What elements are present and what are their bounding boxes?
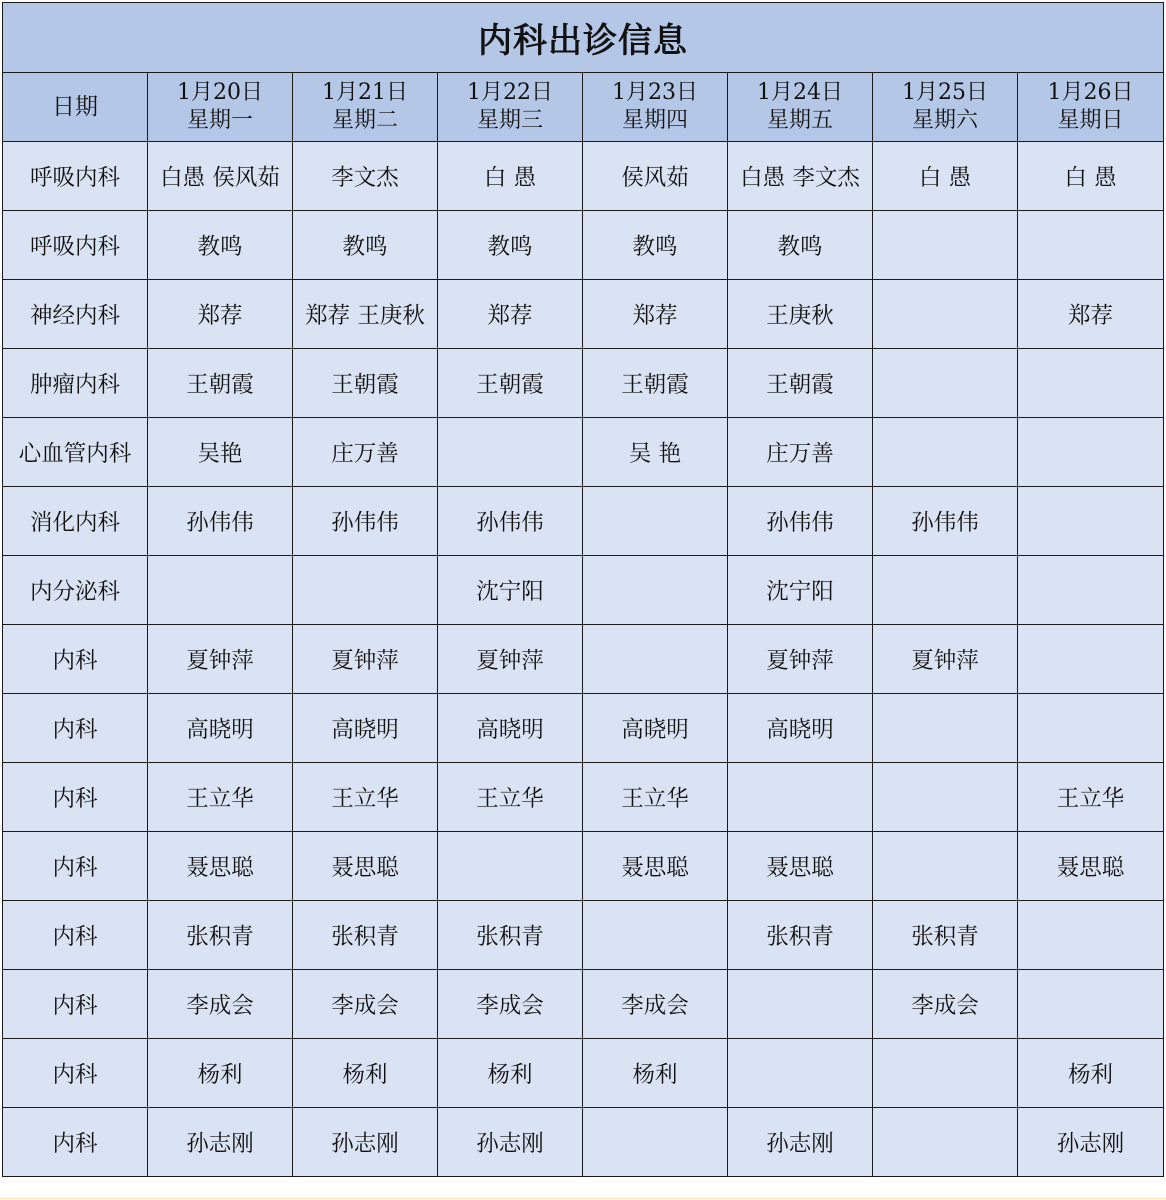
doctor-cell: 郑荐 bbox=[1018, 280, 1164, 349]
doctor-cell: 王立华 bbox=[148, 763, 293, 832]
day-date: 1月24日 bbox=[757, 80, 843, 105]
doctor-cell: 张积青 bbox=[873, 901, 1018, 970]
department-cell: 内科 bbox=[3, 970, 148, 1039]
doctor-cell: 沈宁阳 bbox=[728, 556, 873, 625]
day-date: 1月22日 bbox=[467, 80, 553, 105]
doctor-cell: 庄万善 bbox=[728, 418, 873, 487]
doctor-cell bbox=[1018, 901, 1164, 970]
doctor-cell bbox=[873, 763, 1018, 832]
day-date: 1月26日 bbox=[1047, 80, 1134, 105]
doctor-cell: 夏钟萍 bbox=[873, 625, 1018, 694]
table-row bbox=[3, 763, 1164, 832]
doctor-cell: 王朝霞 bbox=[293, 349, 438, 418]
doctor-cell: 孙志刚 bbox=[728, 1108, 873, 1177]
day-date: 1月23日 bbox=[612, 80, 698, 105]
doctor-cell bbox=[438, 418, 583, 487]
doctor-cell: 沈宁阳 bbox=[438, 556, 583, 625]
doctor-cell: 王立华 bbox=[438, 763, 583, 832]
doctor-cell: 张积青 bbox=[728, 901, 873, 970]
department-cell: 心血管内科 bbox=[3, 418, 148, 487]
doctor-cell: 王朝霞 bbox=[148, 349, 293, 418]
doctor-cell: 孙志刚 bbox=[438, 1108, 583, 1177]
doctor-cell: 王庚秋 bbox=[728, 280, 873, 349]
doctor-cell: 吴 艳 bbox=[583, 418, 728, 487]
doctor-cell bbox=[583, 901, 728, 970]
doctor-cell: 聂思聪 bbox=[148, 832, 293, 901]
doctor-cell: 夏钟萍 bbox=[438, 625, 583, 694]
doctor-cell bbox=[1018, 211, 1164, 280]
department-cell: 呼吸内科 bbox=[3, 211, 148, 280]
department-cell: 肿瘤内科 bbox=[3, 349, 148, 418]
doctor-cell: 侯风茹 bbox=[583, 142, 728, 211]
doctor-cell: 教鸣 bbox=[148, 211, 293, 280]
header-row bbox=[3, 73, 1164, 142]
doctor-cell: 李成会 bbox=[148, 970, 293, 1039]
doctor-cell bbox=[873, 280, 1018, 349]
doctor-cell: 郑荐 bbox=[438, 280, 583, 349]
doctor-cell: 高晓明 bbox=[148, 694, 293, 763]
doctor-cell: 孙志刚 bbox=[148, 1108, 293, 1177]
doctor-cell: 孙志刚 bbox=[293, 1108, 438, 1177]
doctor-cell bbox=[1018, 487, 1164, 556]
doctor-cell: 李文杰 bbox=[293, 142, 438, 211]
doctor-cell: 吴艳 bbox=[148, 418, 293, 487]
day-weekday: 星期一 bbox=[186, 108, 253, 133]
doctor-cell: 郑荐 王庚秋 bbox=[293, 280, 438, 349]
day-date: 1月25日 bbox=[902, 80, 988, 105]
department-cell: 呼吸内科 bbox=[3, 142, 148, 211]
doctor-cell: 白 愚 bbox=[438, 142, 583, 211]
day-weekday: 星期二 bbox=[331, 108, 398, 133]
day-weekday: 星期日 bbox=[1057, 108, 1124, 133]
doctor-cell: 教鸣 bbox=[728, 211, 873, 280]
table-row bbox=[3, 211, 1164, 280]
doctor-cell: 王朝霞 bbox=[438, 349, 583, 418]
doctor-cell bbox=[1018, 556, 1164, 625]
department-cell: 内科 bbox=[3, 832, 148, 901]
doctor-cell: 张积青 bbox=[148, 901, 293, 970]
doctor-cell bbox=[728, 970, 873, 1039]
doctor-cell bbox=[873, 211, 1018, 280]
table-row bbox=[3, 694, 1164, 763]
day-header bbox=[728, 73, 873, 142]
day-weekday: 星期四 bbox=[621, 108, 688, 133]
table-row bbox=[3, 970, 1164, 1039]
doctor-cell: 白愚 侯风茹 bbox=[148, 142, 293, 211]
doctor-cell bbox=[583, 487, 728, 556]
doctor-cell bbox=[1018, 625, 1164, 694]
table-row bbox=[3, 487, 1164, 556]
doctor-cell: 杨利 bbox=[1018, 1039, 1164, 1108]
department-cell: 内分泌科 bbox=[3, 556, 148, 625]
doctor-cell: 李成会 bbox=[873, 970, 1018, 1039]
doctor-cell: 高晓明 bbox=[583, 694, 728, 763]
doctor-cell: 孙伟伟 bbox=[293, 487, 438, 556]
doctor-cell bbox=[1018, 694, 1164, 763]
doctor-cell: 聂思聪 bbox=[1018, 832, 1164, 901]
page-title: 内科出诊信息 bbox=[3, 3, 1164, 73]
doctor-cell: 杨利 bbox=[148, 1039, 293, 1108]
doctor-cell: 张积青 bbox=[438, 901, 583, 970]
doctor-cell: 王立华 bbox=[583, 763, 728, 832]
doctor-cell: 杨利 bbox=[438, 1039, 583, 1108]
doctor-cell: 庄万善 bbox=[293, 418, 438, 487]
department-cell: 消化内科 bbox=[3, 487, 148, 556]
doctor-cell: 聂思聪 bbox=[728, 832, 873, 901]
doctor-cell bbox=[873, 832, 1018, 901]
doctor-cell: 杨利 bbox=[583, 1039, 728, 1108]
table-row bbox=[3, 832, 1164, 901]
day-date: 1月21日 bbox=[322, 80, 408, 105]
day-header bbox=[293, 73, 438, 142]
doctor-cell: 张积青 bbox=[293, 901, 438, 970]
doctor-cell: 高晓明 bbox=[728, 694, 873, 763]
doctor-cell bbox=[293, 556, 438, 625]
department-cell: 内科 bbox=[3, 763, 148, 832]
table-row bbox=[3, 280, 1164, 349]
doctor-cell: 王朝霞 bbox=[583, 349, 728, 418]
doctor-cell: 李成会 bbox=[438, 970, 583, 1039]
table-row bbox=[3, 142, 1164, 211]
doctor-cell: 夏钟萍 bbox=[728, 625, 873, 694]
department-cell: 神经内科 bbox=[3, 280, 148, 349]
doctor-cell: 郑荐 bbox=[148, 280, 293, 349]
table-row bbox=[3, 349, 1164, 418]
day-header bbox=[438, 73, 583, 142]
doctor-cell: 教鸣 bbox=[583, 211, 728, 280]
doctor-cell: 孙伟伟 bbox=[728, 487, 873, 556]
schedule-table bbox=[2, 2, 1164, 1177]
date-header-label: 日期 bbox=[3, 73, 148, 142]
department-cell: 内科 bbox=[3, 1039, 148, 1108]
doctor-cell bbox=[583, 1108, 728, 1177]
doctor-cell: 王立华 bbox=[293, 763, 438, 832]
doctor-cell bbox=[1018, 349, 1164, 418]
day-weekday: 星期六 bbox=[911, 108, 978, 133]
doctor-cell: 王立华 bbox=[1018, 763, 1164, 832]
doctor-cell: 教鸣 bbox=[438, 211, 583, 280]
table-row bbox=[3, 901, 1164, 970]
doctor-cell: 孙伟伟 bbox=[148, 487, 293, 556]
table-row bbox=[3, 625, 1164, 694]
day-header bbox=[1018, 73, 1164, 142]
doctor-cell bbox=[583, 625, 728, 694]
doctor-cell: 白愚 李文杰 bbox=[728, 142, 873, 211]
table-row bbox=[3, 1039, 1164, 1108]
doctor-cell bbox=[873, 694, 1018, 763]
doctor-cell: 夏钟萍 bbox=[148, 625, 293, 694]
day-weekday: 星期五 bbox=[766, 108, 833, 133]
table-row bbox=[3, 1108, 1164, 1177]
doctor-cell bbox=[728, 1039, 873, 1108]
doctor-cell: 白 愚 bbox=[1018, 142, 1164, 211]
doctor-cell bbox=[728, 763, 873, 832]
doctor-cell bbox=[148, 556, 293, 625]
table-row bbox=[3, 418, 1164, 487]
doctor-cell: 孙伟伟 bbox=[873, 487, 1018, 556]
day-header bbox=[148, 73, 293, 142]
doctor-cell: 聂思聪 bbox=[293, 832, 438, 901]
doctor-cell: 王朝霞 bbox=[728, 349, 873, 418]
doctor-cell: 孙志刚 bbox=[1018, 1108, 1164, 1177]
doctor-cell: 郑荐 bbox=[583, 280, 728, 349]
doctor-cell bbox=[873, 556, 1018, 625]
doctor-cell bbox=[873, 1039, 1018, 1108]
department-cell: 内科 bbox=[3, 1108, 148, 1177]
doctor-cell: 白 愚 bbox=[873, 142, 1018, 211]
doctor-cell bbox=[1018, 970, 1164, 1039]
day-header bbox=[583, 73, 728, 142]
doctor-cell: 杨利 bbox=[293, 1039, 438, 1108]
doctor-cell bbox=[873, 418, 1018, 487]
doctor-cell bbox=[583, 556, 728, 625]
day-date: 1月20日 bbox=[177, 80, 263, 105]
table-row bbox=[3, 556, 1164, 625]
doctor-cell: 高晓明 bbox=[293, 694, 438, 763]
department-cell: 内科 bbox=[3, 625, 148, 694]
doctor-cell bbox=[438, 832, 583, 901]
doctor-cell: 高晓明 bbox=[438, 694, 583, 763]
doctor-cell: 李成会 bbox=[583, 970, 728, 1039]
doctor-cell bbox=[1018, 418, 1164, 487]
doctor-cell: 李成会 bbox=[293, 970, 438, 1039]
department-cell: 内科 bbox=[3, 694, 148, 763]
doctor-cell: 孙伟伟 bbox=[438, 487, 583, 556]
doctor-cell: 聂思聪 bbox=[583, 832, 728, 901]
doctor-cell: 教鸣 bbox=[293, 211, 438, 280]
day-header bbox=[873, 73, 1018, 142]
department-cell: 内科 bbox=[3, 901, 148, 970]
doctor-cell bbox=[873, 349, 1018, 418]
day-weekday: 星期三 bbox=[476, 108, 543, 133]
doctor-cell: 夏钟萍 bbox=[293, 625, 438, 694]
doctor-cell bbox=[873, 1108, 1018, 1177]
